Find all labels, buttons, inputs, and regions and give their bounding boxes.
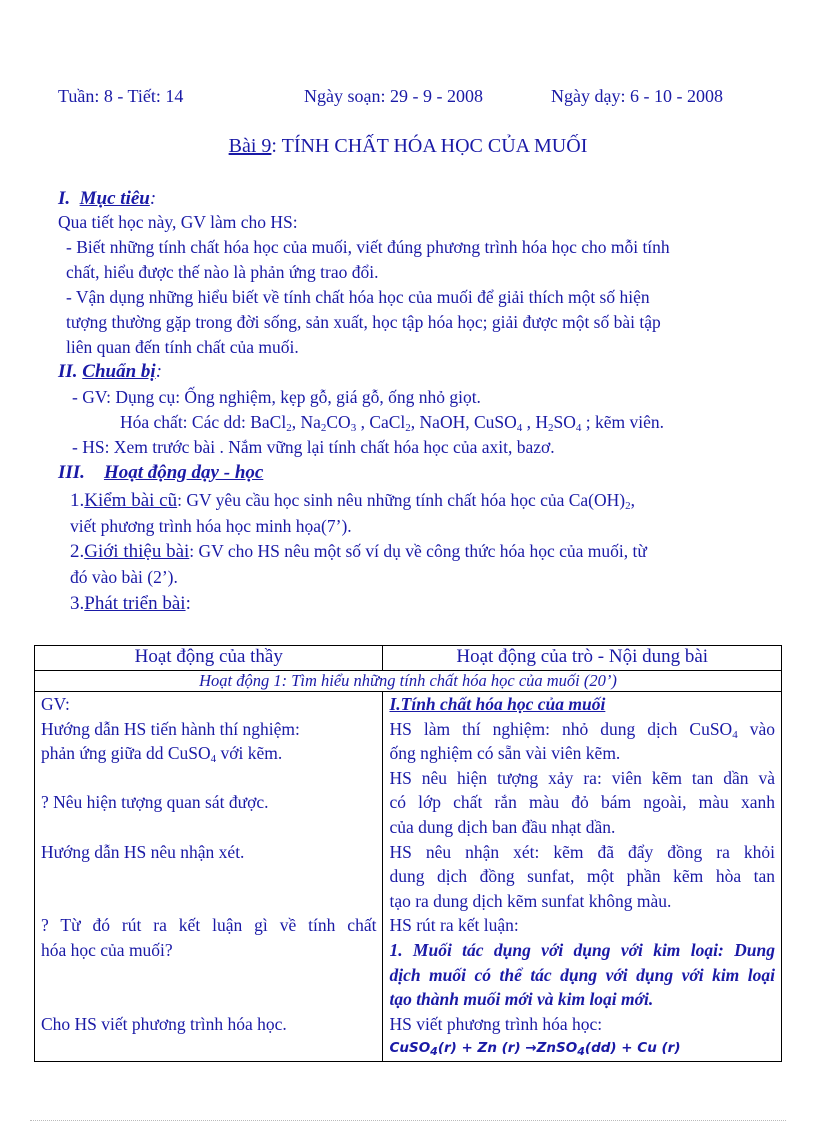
intro-line-1: 2.Giới thiệu bài: GV cho HS nêu một số ví dụ về công thức hóa học của muối, từ [70,541,647,562]
objective-line-5: liên quan đến tính chất của muối. [66,337,299,357]
activity-1-label: Hoạt động 1: Tìm hiểu những tính chất hóa học của muối (20’) [35,671,782,692]
teacher-line: Hướng dẫn HS tiến hành thí nghiệm: [41,718,300,739]
header-student: Hoạt động của trò - Nội dung bài [383,646,782,671]
page-bottom-rule [30,1120,786,1121]
teacher-line: phản ứng giữa dd CuSO$_4$ với kẽm. [41,743,283,766]
lesson-number: Bài 9 [228,135,272,157]
section-2-title: Chuẩn bị [82,361,156,382]
teacher-column [35,692,383,1062]
teacher-line: GV: [41,694,70,714]
date-prepared: Ngày soạn: 29 - 9 - 2008 [304,86,483,106]
conclusion-line: 1. Muối tác dụng với dụng với kim loại: Dung [389,939,775,960]
section-3-number: III. [58,462,85,483]
section-1-title: Mục tiêu [79,188,150,209]
teacher-line: ? Từ đó rút ra kết luận gì về tính chất [41,915,377,936]
week-lesson: Tuần: 8 - Tiết: 14 [58,86,184,106]
conclusion-line: tạo thành muối mới và kim loại mới. [389,989,654,1010]
prep-student: - HS: Xem trước bài . Nắm vững lại tính chất hóa học của axit, bazơ. [72,437,555,457]
section-2-number: II. [58,361,78,382]
conclusion-line: dịch muối có thể tác dụng với dụng với kim loại [389,964,775,985]
section-1-colon: : [149,188,157,209]
page-title [0,135,816,158]
section-2-heading [58,361,162,383]
header-teacher: Hoạt động của thầy [35,646,383,671]
objective-line-1: - Biết những tính chất hóa học của muối, viết đúng phương trình hóa học cho mỗi tính [66,237,670,257]
prep-teacher: - GV: Dụng cụ: Ống nghiệm, kẹp gỗ, giá gỗ, ống nhỏ giọt. [72,387,481,407]
activity-table [34,645,782,1062]
section-3-heading [58,462,263,484]
student-line: của dung dịch ban đầu nhạt dần. [389,816,616,837]
teacher-line: ? Nêu hiện tượng quan sát được. [41,792,269,813]
reaction-equation: CuSO$_4$(r) + Zn (r) →ZnSO$_4$(dd) + Cu (r) [389,1040,681,1059]
teacher-line: hóa học của muối? [41,939,173,960]
section-1-number: I. [58,188,71,209]
objective-line-4: tượng thường gặp trong đời sống, sản xuất, học tập hóa học; giải được một số bài tập [66,312,661,332]
review-line-2: viết phương trình hóa học minh họa(7’). [70,516,352,536]
objective-line-3: - Vận dụng những hiểu biết về tính chất hóa học của muối để giải thích một số hiện [66,287,650,307]
student-line: HS làm thí nghiệm: nhỏ dung dịch CuSO$_4$ vào [389,718,775,741]
prep-chemicals: Hóa chất: Các dd: BaCl$_2$, $Na_2CO_3$ , CaCl$_2$, NaOH, CuSO$_4$ , $H_2SO_4$ ; kẽm viên. [120,412,665,434]
teacher-line: Hướng dẫn HS nêu nhận xét. [41,841,245,862]
objective-line-2: chất, hiểu được thế nào là phản ứng trao đổi. [66,262,379,282]
student-line: có lớp chất rắn màu đỏ bám ngoài, màu xanh [389,792,775,813]
student-column [383,692,782,1062]
student-line: tạo ra dung dịch kẽm sunfat không màu. [389,890,672,911]
student-line: HS nêu hiện tượng xảy ra: viên kẽm tan dần và [389,767,775,788]
property-heading: I.Tính chất hóa học của muối [389,694,606,714]
student-line: HS nêu nhận xét: kẽm đã đẩy đồng ra khỏi [389,841,775,862]
student-line: ống nghiệm có sẵn vài viên kẽm. [389,743,621,764]
lesson-title: : TÍNH CHẤT HÓA HỌC CỦA MUỐI [271,135,588,157]
student-line: HS rút ra kết luận: [389,915,519,936]
teacher-line: Cho HS viết phương trình hóa học. [41,1013,287,1034]
section-2-colon: : [155,361,163,382]
develop-heading: 3.Phát triển bài: [70,593,191,614]
section-3-title: Hoạt động dạy - học [103,462,264,483]
objective-intro: Qua tiết học này, GV làm cho HS: [58,212,298,232]
student-line: dung dịch đồng sunfat, một phần kẽm hòa tan [389,866,775,887]
review-line-1: 1.Kiểm bài cũ: GV yêu cầu học sinh nêu những tính chất hóa học của $Ca(OH)_2$, [70,490,635,512]
section-1-heading [58,188,156,210]
date-taught: Ngày dạy: 6 - 10 - 2008 [551,86,723,106]
student-line: HS viết phương trình hóa học: [389,1013,603,1034]
intro-line-2: đó vào bài (2’). [70,567,178,587]
